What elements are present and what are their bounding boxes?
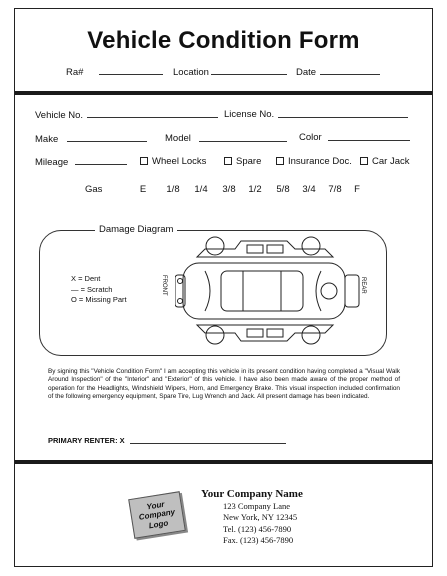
address-line: New York, NY 12345 — [223, 512, 298, 523]
make-label: Make — [35, 134, 59, 145]
gas-level[interactable]: 7/8 — [328, 184, 342, 195]
vehicle-no-field[interactable] — [87, 117, 218, 118]
gas-level[interactable]: 1/4 — [194, 184, 208, 195]
wheel-locks-option[interactable] — [140, 156, 206, 167]
car-jack-checkbox[interactable] — [360, 157, 368, 165]
location-label: Location — [173, 67, 209, 78]
logo-text: Your Company Logo — [138, 499, 176, 531]
model-field[interactable] — [199, 141, 287, 142]
form-title: Vehicle Condition Form — [87, 27, 360, 54]
color-label: Color — [299, 132, 322, 143]
section-divider-bottom — [15, 460, 432, 464]
gas-level[interactable]: F — [354, 184, 360, 195]
primary-renter-signature-field[interactable] — [130, 443, 286, 444]
mileage-label: Mileage — [35, 157, 69, 168]
gas-level[interactable]: 1/2 — [248, 184, 262, 195]
car-jack-text: Car Jack — [372, 156, 410, 167]
vehicle-condition-form — [14, 8, 433, 567]
model-label: Model — [165, 133, 191, 144]
front-label: FRONT — [161, 275, 167, 296]
insurance-doc-text: Insurance Doc. — [288, 156, 352, 167]
legend-scratch: — = Scratch — [71, 284, 113, 294]
legend-missing-part: O = Missing Part — [71, 295, 127, 304]
rear-label: REAR — [360, 277, 366, 294]
company-logo-placeholder — [128, 491, 186, 539]
license-no-field[interactable] — [278, 117, 408, 118]
insurance-doc-option[interactable] — [276, 156, 352, 167]
location-field[interactable] — [211, 74, 287, 75]
legend-dent: X = Dent — [71, 274, 101, 283]
gas-level[interactable]: 1/8 — [166, 184, 180, 195]
car-jack-option[interactable] — [360, 156, 409, 167]
section-divider-top — [15, 91, 432, 95]
damage-legend — [71, 274, 127, 306]
phone-line: Tel. (123) 456-7890 — [223, 523, 292, 534]
gas-level[interactable]: 3/8 — [222, 184, 236, 195]
company-name: Your Company Name — [201, 488, 303, 500]
car-diagram-icon[interactable] — [175, 235, 361, 347]
company-address — [223, 501, 303, 547]
wheel-locks-checkbox[interactable] — [140, 157, 148, 165]
spare-option[interactable] — [224, 156, 261, 167]
color-field[interactable] — [328, 140, 410, 141]
date-label: Date — [296, 67, 317, 78]
ra-number-label: Ra# — [66, 67, 84, 78]
primary-renter-label: PRIMARY RENTER: X — [48, 436, 125, 445]
spare-text: Spare — [236, 156, 262, 167]
license-no-label: License No. — [224, 109, 275, 120]
company-info — [200, 488, 303, 547]
vehicle-no-label: Vehicle No. — [35, 110, 84, 121]
gas-level[interactable]: E — [139, 184, 147, 195]
date-field[interactable] — [320, 74, 380, 75]
wheel-locks-text: Wheel Locks — [152, 156, 207, 167]
damage-diagram-title: Damage Diagram — [95, 224, 177, 235]
gas-level[interactable]: 5/8 — [276, 184, 290, 195]
gas-level[interactable]: 3/4 — [302, 184, 316, 195]
make-field[interactable] — [67, 141, 147, 142]
address-line: 123 Company Lane — [223, 501, 291, 511]
ra-number-field[interactable] — [99, 74, 163, 75]
mileage-field[interactable] — [75, 164, 127, 165]
fax-line: Fax. (123) 456-7890 — [223, 535, 294, 546]
insurance-doc-checkbox[interactable] — [276, 157, 284, 165]
gas-label: Gas — [85, 184, 103, 195]
spare-checkbox[interactable] — [224, 157, 232, 165]
agreement-text: By signing this "Vehicle Condition Form" I am accepting this vehicle in its present condition having completed a "Visual Walk Around Inspection" of the "Interior" and "Exterior" of this vehicle. I have also been made aware of the proper method of operation for the Headlights, Windshield Wipers, Horn, and Emergency Brake. This visual inspection included confirmation of the following emergency equipment, Spare Tire, Lug Wrench and Jack. All present damage has been indicated. — [48, 368, 400, 401]
